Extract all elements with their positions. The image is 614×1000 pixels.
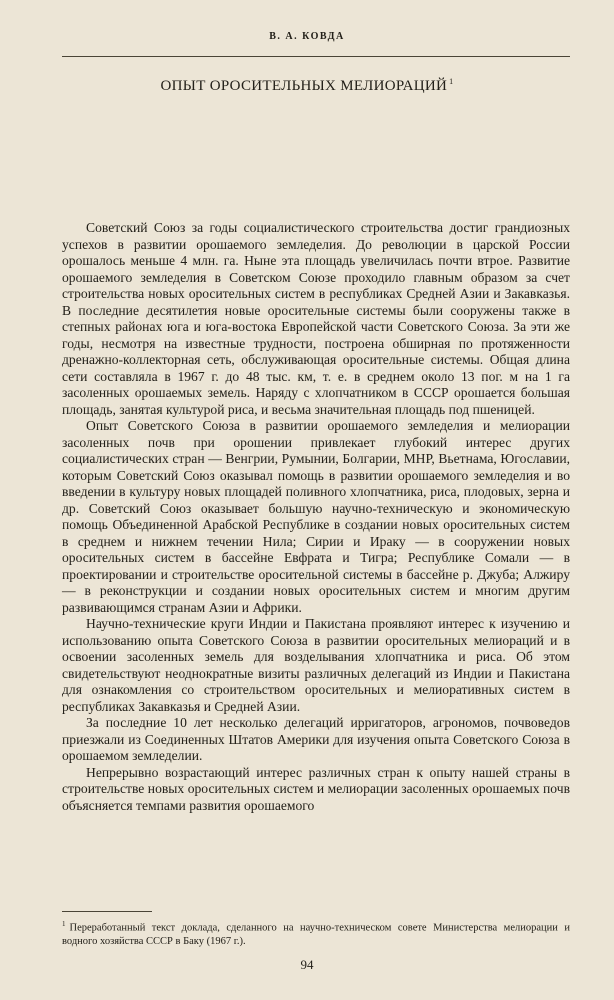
paragraph-2: Опыт Советского Союза в развитии орошаемого земледелия и мелиорации засоленных почв при орошении привлекает глубокий интерес других социалистических стран — Венгрии, Румынии, Болгарии, МНР, Вьетнама, Югославии, которым Советский Союз оказывал помощь в развитии орошаемого земледелия и во введении в культуру новых площадей поливного хлопчатника, риса, плодовых, зерна и др. Советский Союз оказывает большую научно-техническую и экономическую помощь Объединенной Арабской Республике в создании новых оросительных систем в среднем и нижнем течении Нила; Сирии и Ираку — в сооружении новых оросительных систем в бассейне Евфрата и Тигра; Республике Сомали — в проектировании и строительстве оросительной системы в бассейне р. Джуба; Алжиру — в реконструкции и создании новых оросительных систем и многим другим развивающимся странам Азии и Африки. bbox=[62, 418, 570, 615]
article-title bbox=[0, 77, 614, 95]
footnote-rule bbox=[62, 911, 152, 912]
footnote bbox=[62, 918, 570, 949]
paragraph-3: Научно-технические круги Индии и Пакистана проявляют интерес к изучению и использованию опыта Советского Союза в развитии оросительных мелиораций и в освоении засоленных земель для возделывания хлопчатника и риса. Об этом свидетельствуют неоднократные визиты различных делегаций из Индии и Пакистана для ознакомления со строительством оросительных и мелиоративных систем в республиках Закавказья и Средней Азии. bbox=[62, 616, 570, 714]
page-number: 94 bbox=[300, 957, 314, 972]
paragraph-1: Советский Союз за годы социалистического строительства достиг грандиозных успехов в развитии орошаемого земледелия. До революции в царской России орошалось меньше 4 млн. га. Ныне эта площадь увеличилась почти втрое. Развитие орошаемого земледелия в Советском Союзе проходило главным образом за счет строительства новых оросительных систем в республиках Средней Азии и Закавказья. В последние десятилетия новые оросительные системы были сооружены также в степных районах юга и юга-востока Европейской части Советского Союза. За эти же годы, несмотря на известные трудности, построена обширная по протяженности дренажно-коллекторная сеть, обслуживающая оросительные системы. Общая длина сети составляла в 1967 г. до 48 тыс. км, т. е. в среднем около 13 пог. м на 1 га засоленных орошаемых земель. Наряду с хлопчатником в СССР орошается большая площадь, занятая культурой риса, и весьма значительная площадь под пшеницей. bbox=[62, 220, 570, 417]
article-body bbox=[62, 220, 570, 814]
title-footnote-mark: 1 bbox=[449, 77, 454, 86]
footnote-text: Переработанный текст доклада, сделанного на научно-техническом совете Министерства мелиорации и водного хозяйства СССР в Баку (1967 г.). bbox=[62, 922, 570, 947]
header-rule bbox=[62, 56, 570, 57]
paragraph-5: Непрерывно возрастающий интерес различных стран к опыту нашей страны в строительстве новых оросительных систем и мелиорации засоленных орошаемых почв объясняется темпами развития орошаемого bbox=[62, 764, 570, 813]
article-title-text: ОПЫТ ОРОСИТЕЛЬНЫХ МЕЛИОРАЦИЙ bbox=[160, 78, 448, 94]
running-head: В. А. КОВДА bbox=[269, 31, 345, 42]
footnote-mark: 1 bbox=[62, 920, 66, 928]
paragraph-4: За последние 10 лет несколько делегаций ирригаторов, агрономов, почвоведов приезжали из Соединенных Штатов Америки для изучения опыта Советского Союза в орошаемом земледелии. bbox=[62, 715, 570, 763]
